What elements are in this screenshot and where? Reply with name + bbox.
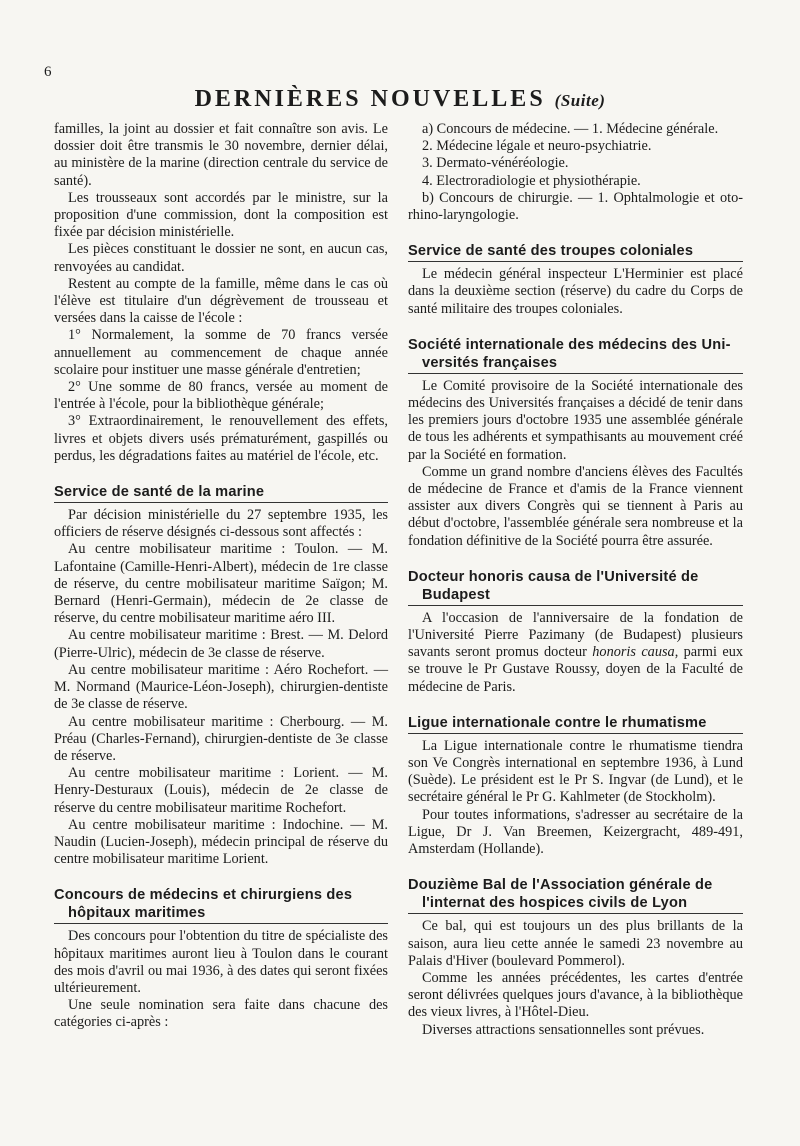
paragraph: Au centre mobilisateur maritime : Toulon. — M. Lafontaine (Camille-Henri-Albert), médecin de 1re classe de réserve, du centre mobilisateur maritime Saïgon; M. Bernard (Henri-Germain), médecin de 2e classe de réserve, du centre mobilisateur maritime aéro III. <box>54 541 388 627</box>
paragraph: Comme les années précédentes, les cartes d'entrée seront délivrées quelques jours d'avance, à la bibliothèque des vieux livres, à l'Hôtel-Dieu. <box>408 969 743 1021</box>
paragraph: Au centre mobilisateur maritime : Cherbourg. — M. Préau (Charles-Fernand), chirurgien-dentiste de 3e classe de réserve. <box>54 713 388 764</box>
paragraph: Le médecin général inspecteur L'Herminier est placé dans la deuxième section (réserve) du cadre du Corps de santé militaire des troupes coloniales. <box>408 266 743 317</box>
paragraph: 2° Une somme de 80 francs, versée au moment de l'entrée à l'école, pour la bibliothèque générale; <box>54 379 388 413</box>
paragraph: Les pièces constituant le dossier ne sont, en aucun cas, renvoyées au candidat. <box>54 241 388 275</box>
paragraph: La Ligue internationale contre le rhumatisme tiendra son Ve Congrès international en septembre 1936, à Lund (Suède). Le président est le Pr S. Ingvar (de Lund), et le secrétaire général le Pr G. Kahlmeter (de Stockholm). <box>408 737 743 806</box>
section-heading-concours <box>54 886 388 924</box>
list-item: 4. Electroradiologie et physiothérapie. <box>422 172 641 189</box>
heading-line: Concours de médecins et chirurgiens des <box>54 887 353 904</box>
section-heading-marine: Service de santé de la marine <box>54 483 388 503</box>
section-heading-rhumatisme: Ligue internationale contre le rhumatisme <box>408 714 743 734</box>
paragraph: Au centre mobilisateur maritime : Indochine. — M. Naudin (Lucien-Joseph), médecin principal de réserve du centre mobilisateur maritime Lorient. <box>54 816 388 868</box>
paragraph <box>408 610 743 696</box>
running-head <box>0 86 800 113</box>
paragraph: 1° Normalement, la somme de 70 francs versée annuellement au commencement de chaque année scolaire pour instituer une masse générale d'entretien; <box>54 327 388 378</box>
section-heading-societe <box>408 336 743 374</box>
italic-text: honoris causa <box>592 644 675 661</box>
paragraph: Diverses attractions sensationnelles sont prévues. <box>422 1021 705 1038</box>
running-head-title: DERNIÈRES NOUVELLES <box>194 86 546 112</box>
section-heading-bal <box>408 876 743 914</box>
heading-line: versités françaises <box>422 354 558 371</box>
paragraph: Une seule nomination sera faite dans chacune des catégories ci-après : <box>54 997 388 1031</box>
heading-line: hôpitaux maritimes <box>68 905 206 922</box>
paragraph: Ce bal, qui est toujours un des plus brillants de la saison, aura lieu cette année le samedi 23 novembre au Palais d'Hiver (boulevard Pommerol). <box>408 918 743 969</box>
list-item: a) Concours de médecine. — 1. Médecine générale. <box>422 121 719 137</box>
heading-line: l'internat des hospices civils de Lyon <box>422 895 688 912</box>
paragraph: Le Comité provisoire de la Société internationale des médecins des Universités françaises a décidé de tenir dans les premiers jours d'octobre 1935 une assemblée générale de tous les adhérents et sympathisants au mouvement créé par la Société en formation. <box>408 377 743 463</box>
paragraph: Restent au compte de la famille, même dans le cas où l'élève est titulaire d'un dégrèvement de trousseau et versées dans la caisse de l'école : <box>54 275 388 327</box>
paragraph: Les trousseaux sont accordés par le ministre, sur la proposition d'une commission, dont la composition est fixée par décision ministérielle. <box>54 189 388 241</box>
paragraph: Par décision ministérielle du 27 septembre 1935, les officiers de réserve désignés ci-dessous sont affectés : <box>54 507 388 541</box>
heading-line: Docteur honoris causa de l'Université de <box>408 568 699 585</box>
heading-line: Société internationale des médecins des Uni- <box>408 336 731 353</box>
text-run: A l'occasion de l'anniversaire de la fondation de l'Université Pierre Pazimany (de Budapest) plusieurs savants seront promus docteur <box>408 609 743 661</box>
text-run: , parmi eux se trouve le Pr Gustave Roussy, doyen de la Faculté de médecine de Paris. <box>408 644 743 695</box>
paragraph: Au centre mobilisateur maritime : Aéro Rochefort. — M. Normand (Maurice-Léon-Joseph), chirurgien-dentiste de 3e classe de réserve. <box>54 661 388 713</box>
paragraph: Au centre mobilisateur maritime : Brest. — M. Delord (Pierre-Ulric), médecin de 3e classe de réserve. <box>54 627 388 661</box>
right-column <box>408 121 743 1039</box>
paragraph: Pour toutes informations, s'adresser au secrétaire de la Ligue, Dr J. Van Breemen, Keizergracht, 489-491, Amsterdam (Hollande). <box>408 806 743 858</box>
paragraph: familles, la joint au dossier et fait connaître son avis. Le dossier doit être transmis le 30 novembre, dernier délai, au ministère de la marine (direction centrale du service de santé). <box>54 121 388 189</box>
list-item: b) Concours de chirurgie. — 1. Ophtalmologie et oto-rhino-laryngologie. <box>408 189 743 224</box>
list-item: 2. Médecine légale et neuro-psychiatrie. <box>422 138 652 155</box>
list-item: 3. Dermato-vénéréologie. <box>422 155 569 172</box>
heading-line: Budapest <box>422 586 491 603</box>
section-heading-coloniales: Service de santé des troupes coloniales <box>408 242 743 262</box>
paragraph: 3° Extraordinairement, le renouvellement des effets, livres et objets divers usés prématurément, gaspillés ou perdus, les dégradations faites au matériel de l'école, etc. <box>54 413 388 464</box>
running-head-suite: (Suite) <box>554 91 606 110</box>
paragraph: Des concours pour l'obtention du titre de spécialiste des hôpitaux maritimes auront lieu à Toulon dans le courant des mois d'avril ou mai 1936, à des dates qui seront fixées ultérieurement. <box>54 928 388 996</box>
paragraph: Au centre mobilisateur maritime : Lorient. — M. Henry-Desturaux (Louis), médecin de 2e classe de réserve du centre mobilisateur maritime Rochefort. <box>54 765 388 816</box>
section-heading-honoris <box>408 568 743 606</box>
page-number: 6 <box>44 64 52 80</box>
left-column <box>54 121 388 1032</box>
heading-line: Douzième Bal de l'Association générale de <box>408 877 713 894</box>
paragraph: Comme un grand nombre d'anciens élèves des Facultés de médecine de France et d'amis de la France viennent assister aux divers Congrès qui se tiennent à Paris au début d'octobre, l'assemblée générale sera nombreuse et la fondation définitive de la Société pourra être assurée. <box>408 463 743 549</box>
